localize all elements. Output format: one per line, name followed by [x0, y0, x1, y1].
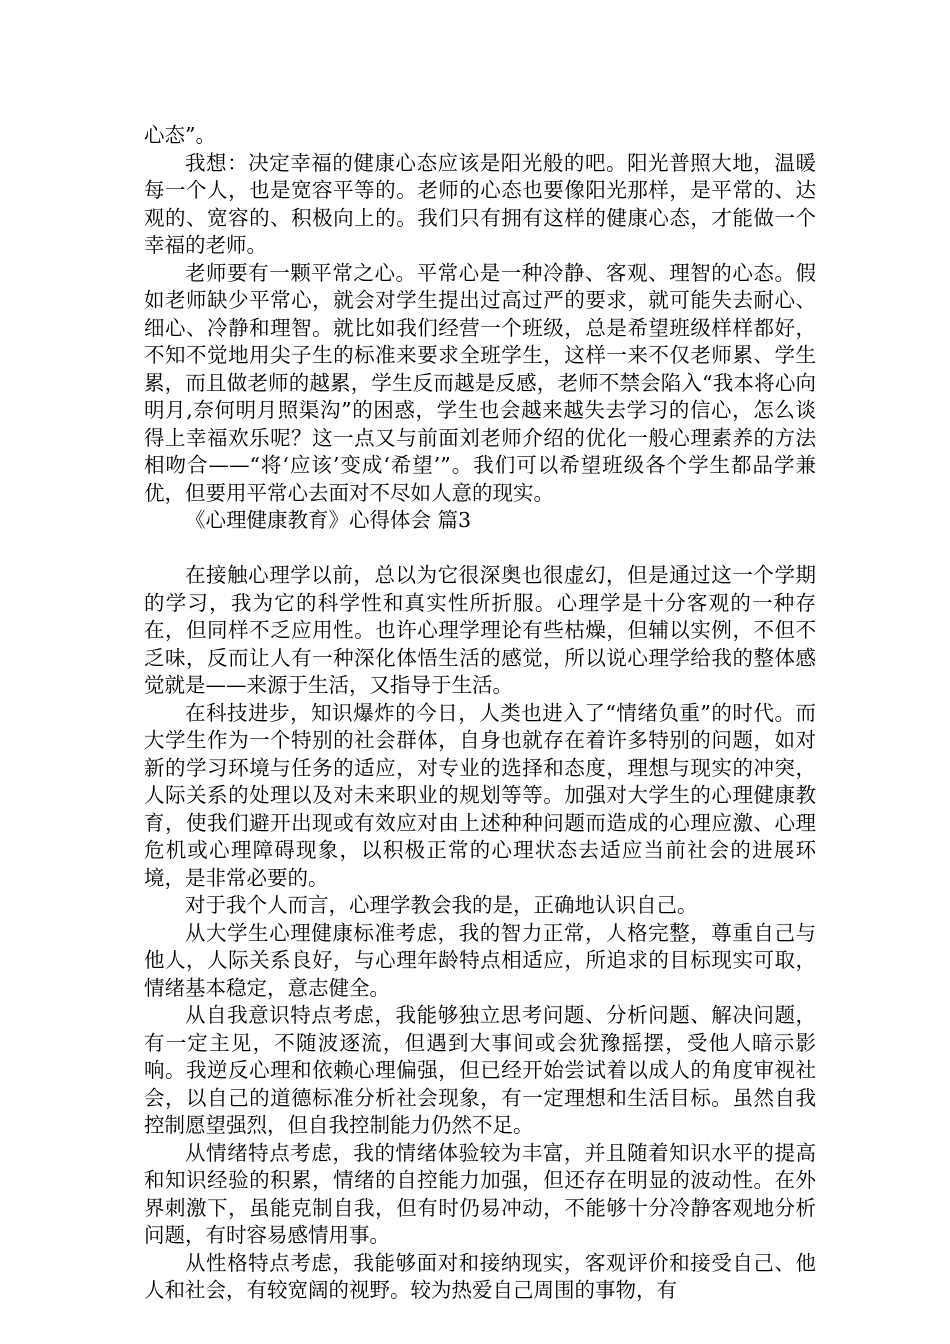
section-heading: 《心理健康教育》心得体会 篇3 — [185, 508, 472, 532]
paragraph: 从情绪特点考虑，我的情绪体验较为丰富，并且随着知识水平的提高和知识经验的积累，情绪的自控能力加强，但还存在明显的波动性。在外界刺激下，虽能克制自我，但有时仍易冲动，不能够十分冷静客观地分析问题，有时容易感情用事。 — [144, 1140, 816, 1247]
blank-line — [144, 535, 816, 563]
paragraph: 对于我个人而言，心理学教会我的是，正确地认识自己。 — [185, 893, 698, 917]
paragraph: 从性格特点考虑，我能够面对和接纳现实，客观评价和接受自己、他人和社会，有较宽阔的视野。较为热爱自己周围的事物，有 — [144, 1250, 816, 1302]
paragraph: 从自我意识特点考虑，我能够独立思考问题、分析问题、解决问题，有一定主见，不随波逐流，但遇到大事间或会犹豫摇摆，受他人暗示影响。我逆反心理和依赖心理偏强，但已经开始尝试着以成人的角度审视社会，以自己的道德标准分析社会现象，有一定理想和生活目标。虽然自我控制愿望强烈，但自我控制能力仍然不足。 — [144, 1003, 816, 1137]
paragraph: 在接触心理学以前，总以为它很深奥也很虚幻，但是通过这一个学期的学习，我为它的科学性和真实性所折服。心理学是十分客观的一种存在，但同样不乏应用性。也许心理学理论有些枯燥，但辅以实例，不但不乏味，反而让人有一种深化体悟生活的感觉，所以说心理学给我的整体感觉就是——来源于生活，又指导于生活。 — [144, 563, 816, 697]
paragraph: 从大学生心理健康标准考虑，我的智力正常，人格完整，尊重自己与他人，人际关系良好，与心理年龄特点相适应，所追求的目标现实可取，情绪基本稳定，意志健全。 — [144, 920, 816, 1000]
paragraph: 在科技进步，知识爆炸的今日，人类也进入了“情绪负重”的时代。而大学生作为一个特别的社会群体，自身也就存在着许多特别的问题，如对新的学习环境与任务的适应，对专业的选择和态度，理想与现实的冲突，人际关系的处理以及对未来职业的规划等等。加强对大学生的心理健康教育，使我们避开出现或有效应对由上述种种问题而造成的心理应激、心理危机或心理障碍现象，以积极正常的心理状态去适应当前社会的进展环境，是非常必要的。 — [144, 700, 816, 890]
paragraph: 心态”。 — [144, 123, 216, 147]
paragraph: 老师要有一颗平常之心。平常心是一种冷静、客观、理智的心态。假如老师缺少平常心，就会对学生提出过高过严的要求，就可能失去耐心、细心、冷静和理智。就比如我们经营一个班级，总是希望班级样样都好，不知不觉地用尖子生的标准来要求全班学生，这样一来不仅老师累、学生累，而且做老师的越累，学生反而越是反感，老师不禁会陷入“我本将心向明月,奈何明月照渠沟”的困惑，学生也会越来越失去学习的信心，怎么谈得上幸福欢乐呢？这一点又与前面刘老师介绍的优化一般心理素养的方法相吻合——“将‘应该’变成‘希望’”。我们可以希望班级各个学生都品学兼优，但要用平常心去面对不尽如人意的现实。 — [144, 260, 816, 505]
paragraph: 我想：决定幸福的健康心态应该是阳光般的吧。阳光普照大地，温暖每一个人，也是宽容平等的。老师的心态也要像阳光那样，是平常的、达观的、宽容的、积极向上的。我们只有拥有这样的健康心态，才能做一个幸福的老师。 — [144, 150, 816, 257]
body-text — [144, 122, 816, 1305]
